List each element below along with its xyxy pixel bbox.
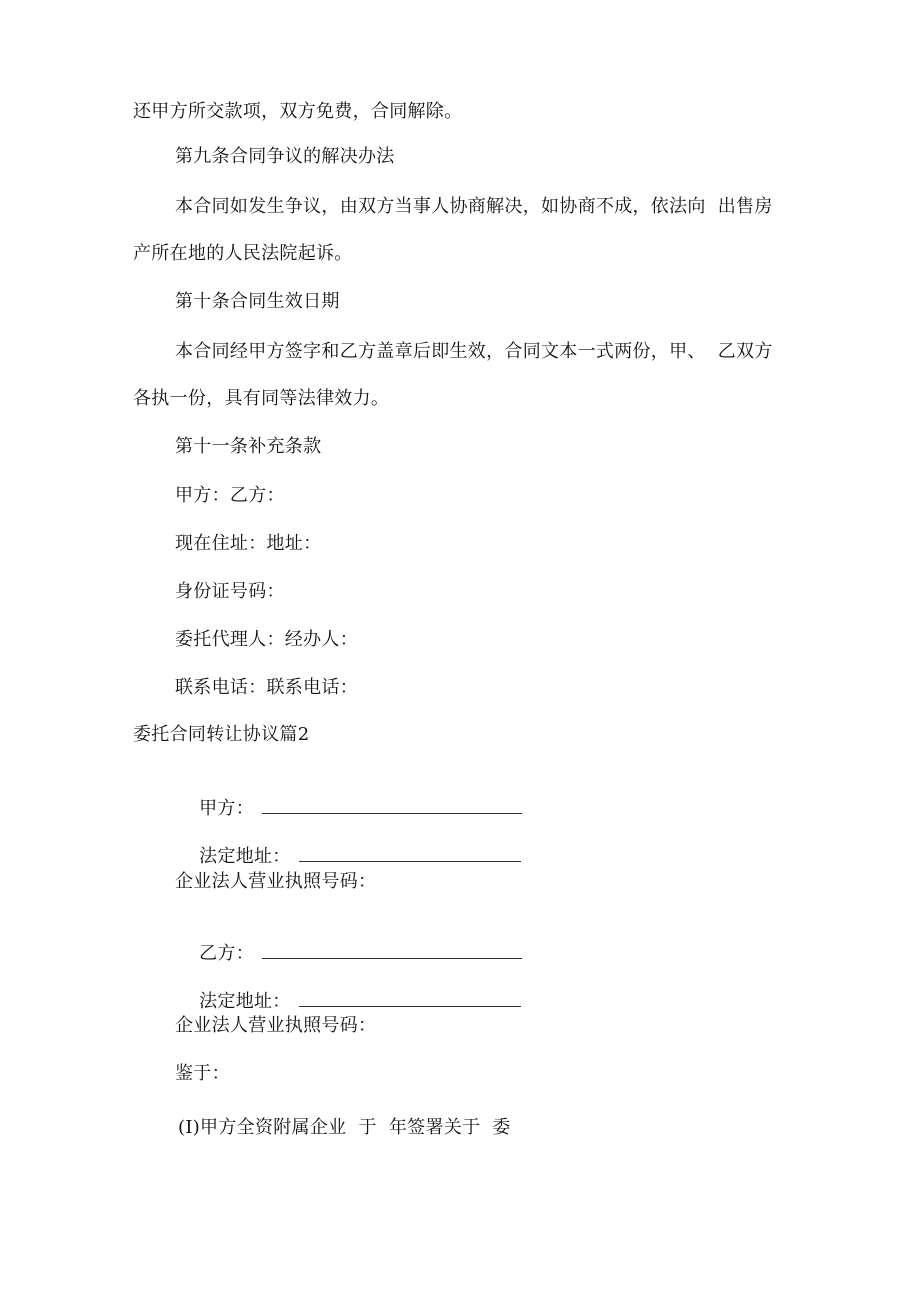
license-number-label-line: 企业法人营业执照号码： [175, 871, 377, 892]
phone-label-line: 联系电话：联系电话： [175, 677, 358, 698]
article-11-heading: 第十一条补充条款 [175, 436, 322, 457]
paragraph-line: 各执一份，具有同等法律效力。 [133, 388, 390, 409]
paragraph-line: 本合同经甲方签字和乙方盖章后即生效，合同文本一式两份，甲、 乙双方 [175, 341, 773, 362]
fill-in-blank [262, 812, 522, 814]
address-label-line: 现在住址：地址： [175, 533, 322, 554]
party-b-label: 乙方： [199, 943, 254, 964]
paragraph-line: (I)甲方全资附属企业 于 年签署关于 委 [178, 1117, 511, 1138]
id-number-label-line: 身份证号码： [175, 581, 285, 602]
legal-address-label: 法定地址： [199, 846, 291, 867]
fill-in-blank [299, 1005, 521, 1007]
paragraph-line: 产所在地的人民法院起诉。 [133, 243, 353, 264]
article-9-heading: 第九条合同争议的解决办法 [175, 146, 395, 167]
license-number-label-line: 企业法人营业执照号码： [175, 1015, 377, 1036]
legal-address-label: 法定地址： [199, 991, 291, 1012]
whereas-label: 鉴于： [175, 1063, 230, 1084]
paragraph-line: 还甲方所交款项，双方免费，合同解除。 [133, 101, 463, 122]
fill-in-blank [299, 860, 521, 862]
paragraph-line: 本合同如发生争议，由双方当事人协商解决，如协商不成，依法向 出售房 [175, 196, 773, 217]
article-10-heading: 第十条合同生效日期 [175, 291, 340, 312]
agent-label-line: 委托代理人：经办人： [175, 629, 358, 650]
party-a-label: 甲方： [199, 798, 254, 819]
party-label-line: 甲方：乙方： [175, 485, 285, 506]
section-title: 委托合同转让协议篇2 [133, 724, 310, 745]
fill-in-blank [262, 957, 522, 959]
